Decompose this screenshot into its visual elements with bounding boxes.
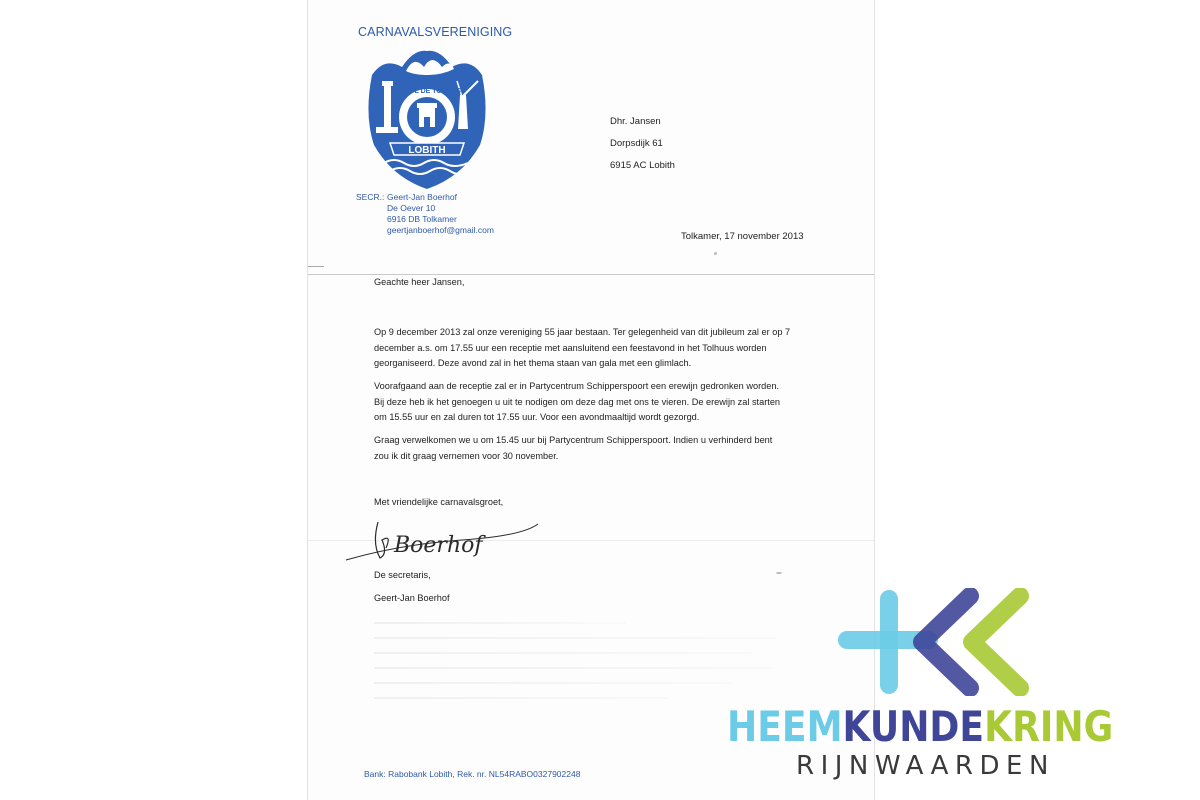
salutation: Geachte heer Jansen, (374, 277, 465, 287)
svg-text:Boerhof: Boerhof (394, 533, 483, 558)
paragraph-line: december a.s. om 17.55 uur een receptie met aansluitend een feestavond in het Tolhuus worden (374, 342, 767, 353)
heemkundekring-logo-mark (838, 588, 1030, 696)
brand-part-1: HEEM (727, 702, 843, 751)
paragraph-line: Voorafgaand aan de receptie zal er in Partycentrum Schipperspoort een erewijn gedronken worden. (374, 381, 780, 391)
bank-details: Bank: Rabobank Lobith, Rek. nr. NL54RABO0327902248 (364, 769, 581, 779)
secretary-email: geertjanboerhof@gmail.com (387, 225, 494, 235)
brand-subtitle: RIJNWAARDEN (796, 751, 1055, 781)
paragraph-line: georganiseerd. Deze avond zal in het thema staan van gala met een glimlach. (374, 358, 692, 369)
secretary-city: 6916 DB Tolkamer (387, 214, 457, 224)
signer-role: De secretaris, (374, 570, 431, 580)
svg-text:LOBITH: LOBITH (408, 145, 446, 156)
brand-part-2: KUNDE (842, 702, 985, 751)
fold-line (308, 274, 874, 275)
show-through-text (374, 622, 794, 712)
closing: Met vriendelijke carnavalsgroet, (374, 497, 504, 507)
fold-mark (308, 266, 324, 267)
signer-name: Geert-Jan Boerhof (374, 593, 450, 603)
crest-logo (362, 45, 492, 191)
paragraph-line: Bij deze heb ik het genoegen u uit te nodigen om deze dag met ons te vieren. De erewijn zal starten (374, 396, 781, 407)
addressee-block (610, 116, 675, 182)
paragraph-3 (374, 433, 814, 464)
letter-date: Tolkamer, 17 november 2013 (681, 231, 804, 242)
paragraph-line: Graag verwelkomen we u om 15.45 uur bij Partycentrum Schipperspoort. Indien u verhinderd bent (374, 435, 773, 445)
organization-name: CARNAVALSVERENIGING (358, 25, 513, 39)
brand-part-3: KRING (984, 702, 1114, 751)
paragraph-line: zou ik dit graag vernemen voor 30 november. (374, 450, 559, 461)
paper-speck (776, 572, 782, 574)
brand-name (727, 702, 1113, 751)
secretary-street: De Oever 10 (387, 203, 436, 213)
addressee-name: Dhr. Jansen (610, 116, 661, 127)
paper-speck (714, 252, 717, 255)
paragraph-line: om 15.55 uur en zal duren tot 17.55 uur. Voor een avondmaaltijd wordt gezorgd. (374, 412, 700, 423)
paragraph-2 (374, 379, 814, 426)
handwritten-signature (342, 514, 542, 568)
secretary-name: Geert-Jan Boerhof (387, 192, 457, 202)
addressee-street: Dorpsdijk 61 (610, 138, 663, 149)
paragraph-1 (374, 325, 814, 372)
paragraph-line: Op 9 december 2013 zal onze vereniging 55 jaar bestaan. Ter gelegenheid van dit jubileum zal er op 7 (374, 327, 791, 337)
secretary-label: SECR.: (356, 192, 385, 202)
svg-text:HET OL DE TOLHUS: HET OL DE TOLHUS (393, 88, 461, 95)
addressee-city: 6915 AC Lobith (610, 160, 675, 171)
